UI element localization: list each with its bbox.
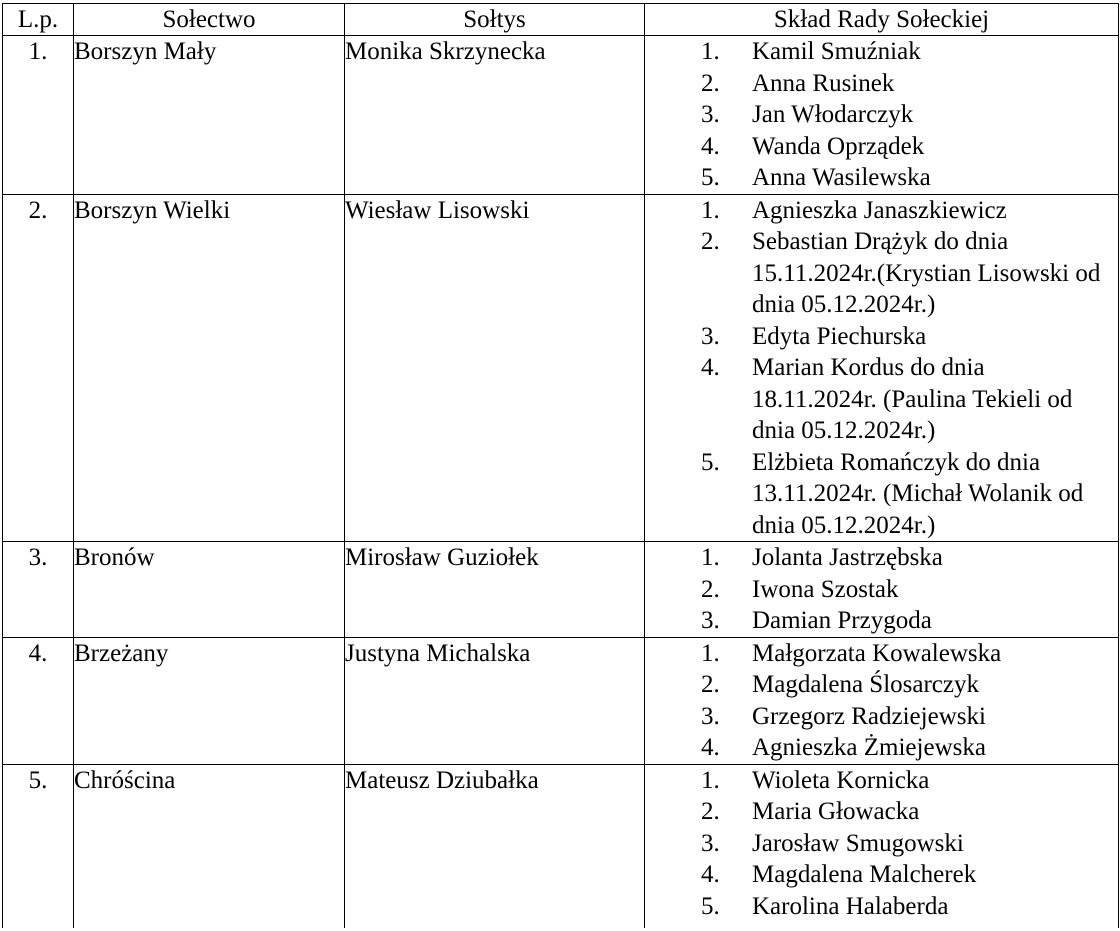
member-number: 2. — [701, 671, 720, 698]
table-body — [3, 36, 1119, 929]
member-number: 1. — [701, 766, 720, 794]
member-number: 5. — [701, 448, 720, 476]
cell-solectwo: Chróścina — [74, 764, 345, 928]
list-item — [645, 352, 1118, 447]
list-item — [645, 195, 1118, 227]
list-item — [645, 796, 1118, 828]
list-item — [645, 891, 1118, 923]
cell-solectwo: Borszyn Wielki — [74, 194, 345, 542]
list-item — [645, 701, 1118, 733]
members-list — [645, 765, 1118, 923]
member-number: 2. — [701, 798, 720, 825]
member-number: 1. — [701, 639, 720, 667]
member-name: Damian Przygoda — [752, 607, 932, 634]
list-item — [645, 68, 1118, 100]
table-row — [3, 637, 1119, 764]
table-header-row — [3, 4, 1119, 36]
header-lp: L.p. — [3, 4, 74, 36]
member-number: 2. — [701, 69, 720, 97]
member-number: 4. — [701, 734, 720, 761]
list-item — [645, 226, 1118, 321]
member-name: Jan Włodarczyk — [752, 101, 914, 128]
member-number: 1. — [701, 196, 720, 224]
list-item — [645, 321, 1118, 353]
list-item — [645, 638, 1118, 670]
cell-rada — [645, 764, 1119, 928]
member-number: 3. — [701, 829, 720, 857]
member-name: Magdalena Malcherek — [752, 861, 977, 888]
member-name: Agnieszka Janaszkiewicz — [752, 196, 1007, 224]
list-item — [645, 131, 1118, 163]
cell-soltys: Wiesław Lisowski — [345, 194, 645, 542]
member-number: 4. — [701, 861, 720, 888]
list-item — [645, 36, 1118, 68]
cell-rada — [645, 542, 1119, 638]
member-number: 5. — [701, 164, 720, 191]
member-name: Maria Głowacka — [752, 798, 920, 825]
list-item — [645, 732, 1118, 764]
header-soltys: Sołtys — [345, 4, 645, 36]
cell-soltys: Justyna Michalska — [345, 637, 645, 764]
member-name: Anna Rusinek — [752, 69, 895, 97]
table-row — [3, 542, 1119, 638]
header-solectwo: Sołectwo — [74, 4, 345, 36]
member-number: 3. — [701, 702, 720, 730]
member-name: Małgorzata Kowalewska — [752, 639, 1002, 667]
members-list — [645, 542, 1118, 637]
member-name: Edyta Piechurska — [752, 322, 927, 350]
table-row — [3, 194, 1119, 542]
members-list — [645, 195, 1118, 542]
member-name: Kamil Smuźniak — [752, 38, 921, 65]
cell-rada — [645, 194, 1119, 542]
cell-solectwo: Borszyn Mały — [74, 36, 345, 195]
members-list — [645, 36, 1118, 194]
header-rada: Skład Rady Sołeckiej — [645, 4, 1119, 36]
member-name: Magdalena Ślosarczyk — [752, 671, 980, 698]
member-number: 3. — [701, 322, 720, 350]
member-name: Jarosław Smugowski — [752, 829, 964, 857]
member-name: Marian Kordus do dnia 18.11.2024r. (Paulina Tekieli od dnia 05.12.2024r.) — [752, 354, 1073, 444]
list-item — [645, 859, 1118, 891]
member-name: Elżbieta Romańczyk do dnia 13.11.2024r. (Michał Wolanik od dnia 05.12.2024r.) — [752, 448, 1084, 539]
cell-lp: 4. — [3, 637, 74, 764]
list-item — [645, 99, 1118, 131]
member-name: Wioleta Kornicka — [752, 766, 930, 794]
list-item — [645, 542, 1118, 574]
list-item — [645, 828, 1118, 860]
member-number: 1. — [701, 544, 720, 571]
list-item — [645, 447, 1118, 542]
member-name: Anna Wasilewska — [752, 164, 931, 191]
member-name: Grzegorz Radziejewski — [752, 702, 986, 730]
cell-rada — [645, 36, 1119, 195]
member-name: Agnieszka Żmiejewska — [752, 734, 986, 761]
cell-lp: 2. — [3, 194, 74, 542]
cell-lp: 1. — [3, 36, 74, 195]
member-name: Karolina Halaberda — [752, 892, 949, 920]
member-number: 4. — [701, 354, 720, 381]
list-item — [645, 669, 1118, 701]
list-item — [645, 162, 1118, 194]
list-item — [645, 574, 1118, 606]
list-item — [645, 605, 1118, 637]
members-list — [645, 638, 1118, 764]
cell-soltys: Mirosław Guziołek — [345, 542, 645, 638]
member-number: 4. — [701, 132, 720, 160]
cell-lp: 3. — [3, 542, 74, 638]
member-name: Iwona Szostak — [752, 575, 899, 603]
table-row — [3, 764, 1119, 928]
cell-rada — [645, 637, 1119, 764]
table-row — [3, 36, 1119, 195]
member-number: 2. — [701, 575, 720, 603]
cell-lp: 5. — [3, 764, 74, 928]
member-number: 2. — [701, 228, 720, 255]
solectwa-table — [2, 3, 1119, 928]
member-name: Wanda Oprządek — [752, 132, 925, 160]
cell-solectwo: Bronów — [74, 542, 345, 638]
member-name: Sebastian Drążyk do dnia 15.11.2024r.(Krystian Lisowski od dnia 05.12.2024r.) — [752, 228, 1101, 318]
list-item — [645, 765, 1118, 797]
member-name: Jolanta Jastrzębska — [752, 544, 943, 571]
member-number: 5. — [701, 892, 720, 920]
cell-soltys: Monika Skrzynecka — [345, 36, 645, 195]
cell-soltys: Mateusz Dziubałka — [345, 764, 645, 928]
member-number: 3. — [701, 101, 720, 128]
member-number: 1. — [701, 38, 720, 65]
member-number: 3. — [701, 607, 720, 634]
cell-solectwo: Brzeżany — [74, 637, 345, 764]
